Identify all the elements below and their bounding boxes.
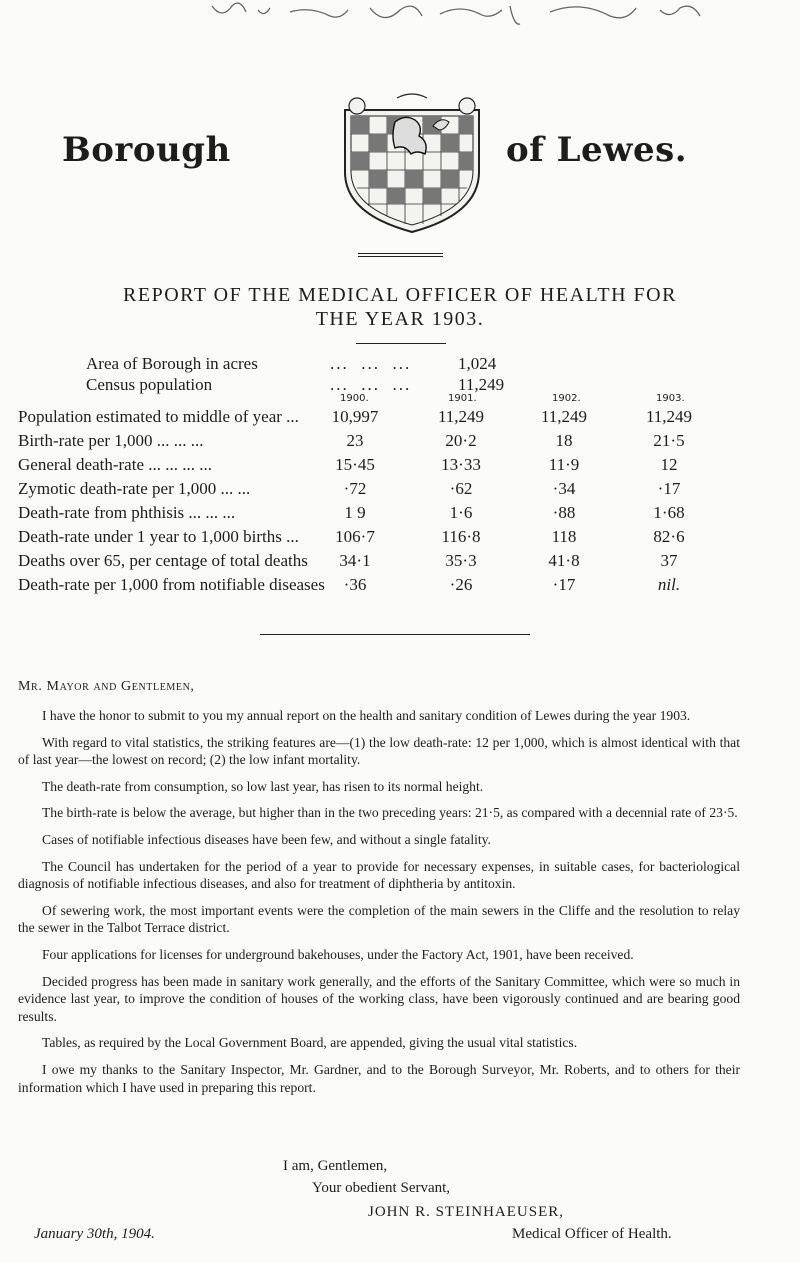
row-label: Population estimated to middle of year ... (18, 407, 299, 426)
table-row (0, 503, 800, 527)
row-label: Death-rate per 1,000 from notifiable diseases (18, 575, 325, 594)
header-divider (358, 253, 443, 254)
cell-1901: ·26 (449, 575, 473, 594)
table-divider (260, 634, 530, 635)
table-row (0, 479, 800, 503)
cell-1902: 41·8 (548, 551, 580, 570)
summary-value: 1,024 (458, 354, 497, 373)
cell-1903: nil. (657, 575, 681, 594)
letter-paragraph: I have the honor to submit to you my annual report on the health and sanitary condition of Lewes during the year 1903. (42, 708, 691, 723)
year-header: 1903. (656, 393, 685, 404)
cell-1903: 11,249 (645, 407, 693, 426)
cell-1903: 37 (660, 551, 678, 570)
cell-1901: 11,249 (437, 407, 485, 426)
cell-1901: 1·6 (449, 503, 473, 522)
cell-1900: 1 9 (344, 503, 366, 522)
letter-paragraph: I owe my thanks to the Sanitary Inspector, Mr. Gardner, and to the Borough Surveyor, Mr. Roberts, and to others for their information which I have used in preparing this report. (18, 1061, 740, 1095)
cell-1902: ·34 (552, 479, 576, 498)
table-row (0, 455, 800, 479)
cell-1901: ·62 (449, 479, 473, 498)
cell-1902: 18 (555, 431, 573, 450)
cell-1901: 35·3 (445, 551, 477, 570)
cell-1903: ·17 (657, 479, 681, 498)
cell-1902: ·17 (552, 575, 576, 594)
summary-row-area (0, 354, 800, 376)
year-header: 1902. (552, 393, 581, 404)
header-borough: Borough (62, 130, 231, 170)
cell-1903: 82·6 (653, 527, 685, 546)
letter-closing: I am, Gentlemen, (283, 1158, 388, 1174)
table-row (0, 431, 800, 455)
cell-1902: 11,249 (540, 407, 588, 426)
report-title-line1: REPORT OF THE MEDICAL OFFICER OF HEALTH FOR (123, 284, 677, 306)
row-label: Death-rate from phthisis ... ... ... (18, 503, 236, 522)
table-row (0, 407, 800, 431)
cell-1900: ·36 (343, 575, 367, 594)
row-label: Zymotic death-rate per 1,000 ... ... (18, 479, 251, 498)
year-header: 1901. (448, 393, 477, 404)
row-label: General death-rate ... ... ... ... (18, 455, 212, 474)
signer-name: JOHN R. STEINHAEUSER, (368, 1204, 565, 1220)
summary-value: 11,249 (458, 375, 505, 394)
header-divider (358, 256, 443, 257)
cell-1902: ·88 (552, 503, 576, 522)
letter-paragraph: With regard to vital statistics, the striking features are—(1) the low death-rate: 12 per 1,000, which is almost identical with that of last year—the lowest on record; (2) the low infant mortality. (18, 734, 740, 768)
cell-1901: 13·33 (441, 455, 481, 474)
cell-1903: 21·5 (653, 431, 685, 450)
letter-paragraph: The death-rate from consumption, so low last year, has risen to its normal height. (42, 778, 484, 794)
handwritten-scribble (210, 0, 730, 28)
letter-body (18, 707, 740, 1105)
cell-1900: 106·7 (335, 527, 375, 546)
letter-paragraph: The Council has undertaken for the period of a year to provide for necessary expenses, in suitable cases, for bacteriological diagnosis of notifiable infectious diseases, and also for treatment of diphtheria by antitoxin. (18, 858, 740, 892)
letter-salutation: Mr. Mayor and Gentlemen, (18, 679, 195, 694)
cell-1900: 23 (346, 431, 364, 450)
letter-date: January 30th, 1904. (34, 1226, 155, 1242)
row-label: Deaths over 65, per centage of total deaths (18, 551, 308, 570)
letter-paragraph: Cases of notifiable infectious diseases have been few, and without a single fatality. (42, 831, 491, 847)
cell-1900: ·72 (343, 479, 367, 498)
summary-label: Area of Borough in acres (86, 354, 258, 373)
letter-paragraph: Decided progress has been made in sanitary work generally, and the efforts of the Sanitary Committee, which were so much in evidence last year, to improve the condition of houses of the working class, have been vigorously continued and are bearing good results. (18, 973, 740, 1024)
year-header: 1900. (340, 393, 369, 404)
title-divider (356, 343, 446, 344)
cell-1901: 20·2 (445, 431, 477, 450)
header-of-lewes: of Lewes. (506, 130, 688, 170)
row-label: Death-rate under 1 year to 1,000 births ... (18, 527, 299, 546)
letter-paragraph: Tables, as required by the Local Government Board, are appended, giving the usual vital statistics. (42, 1035, 578, 1051)
cell-1903: 1·68 (653, 503, 685, 522)
row-label: Birth-rate per 1,000 ... ... ... (18, 431, 204, 450)
cell-1902: 118 (551, 527, 577, 546)
cell-1900: 10,997 (331, 407, 379, 426)
table-row (0, 575, 800, 599)
table-row (0, 527, 800, 551)
cell-1900: 15·45 (335, 455, 375, 474)
table-row (0, 551, 800, 575)
leader-dots: ... ... ... (330, 354, 412, 373)
letter-paragraph: Four applications for licenses for underground bakehouses, under the Factory Act, 1901, have been received. (42, 946, 634, 962)
letter-closing-servant: Your obedient Servant, (312, 1180, 451, 1196)
cell-1901: 116·8 (441, 527, 481, 546)
cell-1903: 12 (660, 455, 678, 474)
summary-label: Census population (86, 375, 213, 394)
letter-paragraph: Of sewering work, the most important events were the completion of the main sewers in the Cliffe and the resolution to relay the sewer in the Talbot Terrace district. (18, 902, 740, 936)
leader-dots: ... ... ... (330, 375, 412, 394)
report-title-line2: THE YEAR 1903. (315, 308, 485, 330)
borough-crest (337, 92, 487, 234)
letter-paragraph: The birth-rate is below the average, but higher than in the two preceding years: 21·5, as compared with a decennial rate of 23·5. (42, 805, 738, 821)
signer-title: Medical Officer of Health. (512, 1226, 672, 1242)
cell-1902: 11·9 (548, 455, 580, 474)
cell-1900: 34·1 (339, 551, 371, 570)
